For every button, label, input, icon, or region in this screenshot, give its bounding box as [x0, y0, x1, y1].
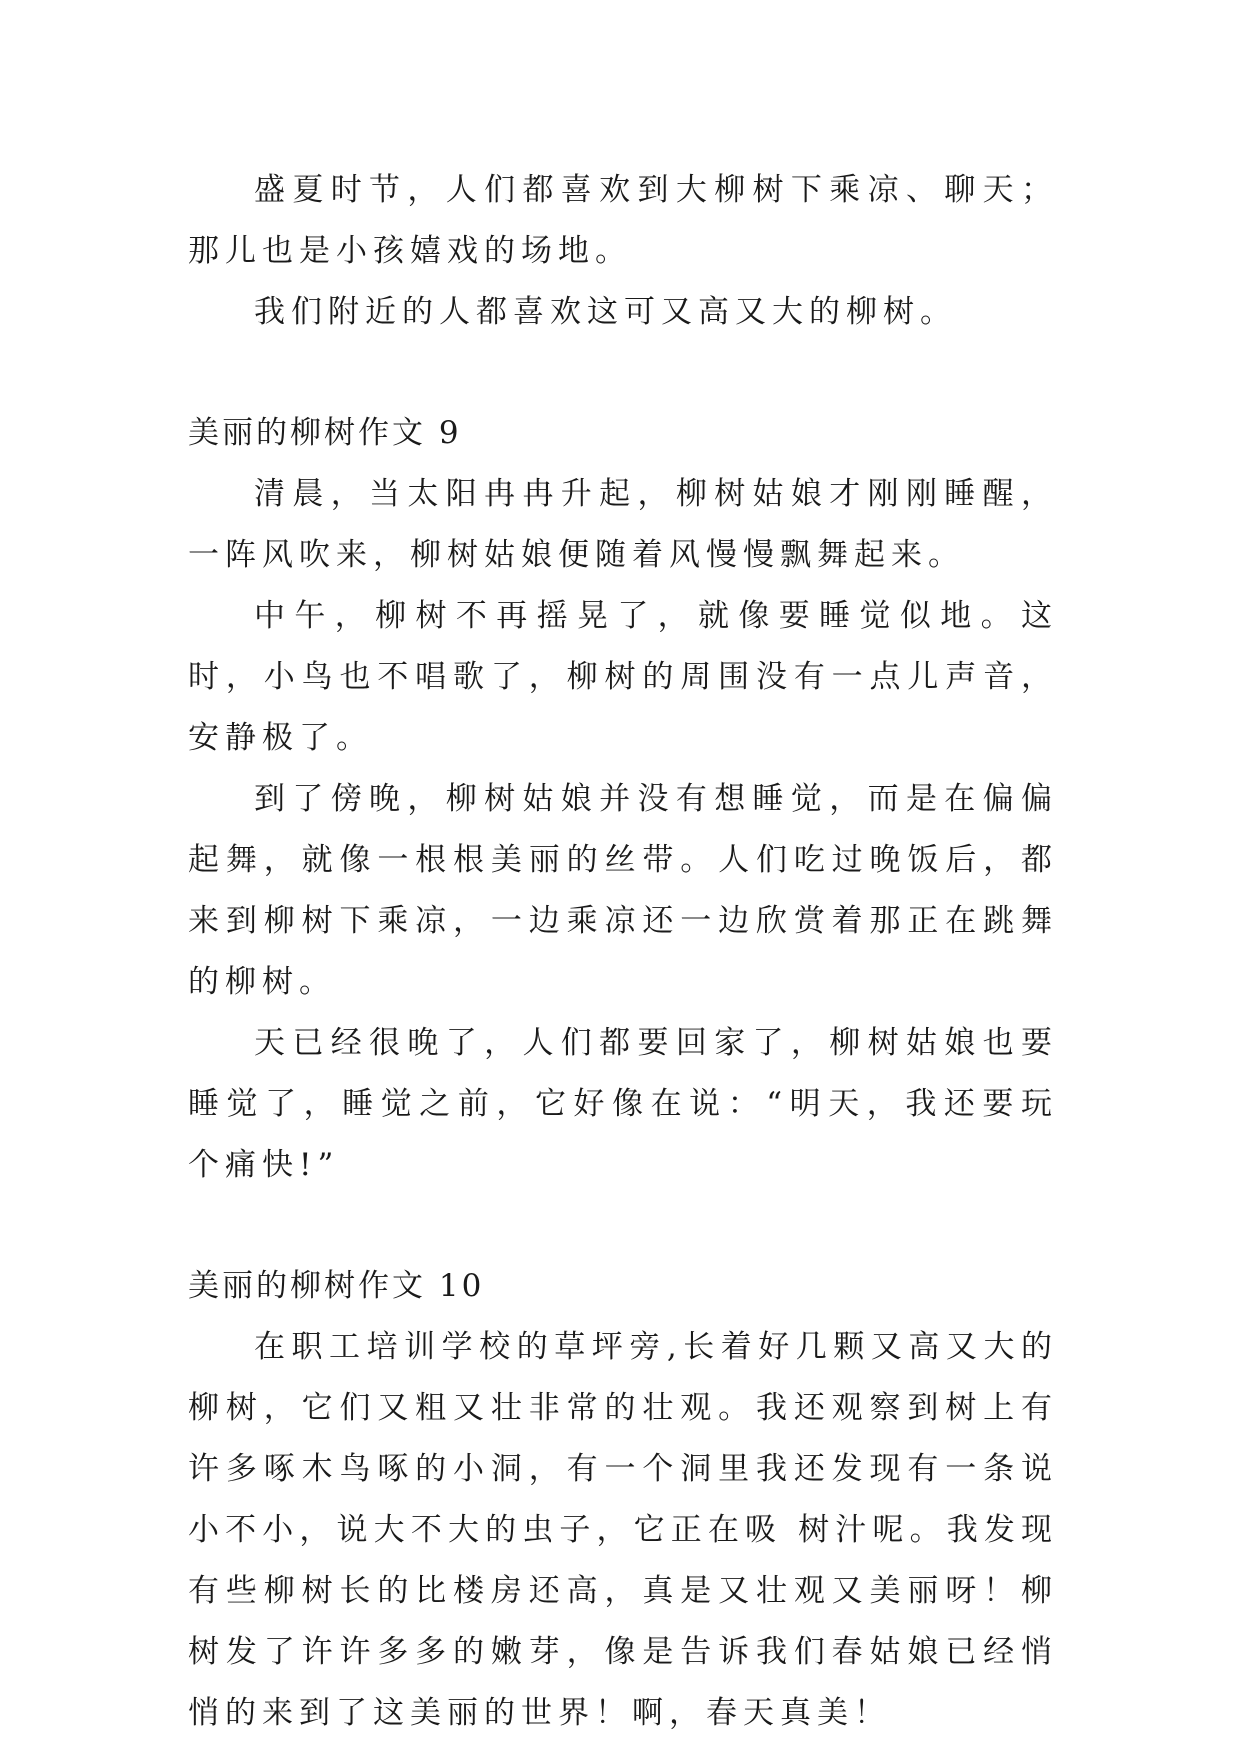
paragraph: 到了傍晚，柳树姑娘并没有想睡觉，而是在偏偏起舞，就像一根根美丽的丝带。人们吃过晚饭后，都来到柳树下乘凉，一边乘凉还一边欣赏着那正在跳舞的柳树。 — [188, 781, 1058, 1000]
paragraph: 我们附近的人都喜欢这可又高又大的柳树。 — [254, 294, 957, 330]
paragraph: 清晨，当太阳冉冉升起，柳树姑娘才刚刚睡醒，一阵风吹来，柳树姑娘便随着风慢慢飘舞起来。 — [188, 476, 1058, 573]
paragraph: 盛夏时节，人们都喜欢到大柳树下乘凉、聊天；那儿也是小孩嬉戏的场地。 — [188, 172, 1058, 269]
paragraph: 中午，柳树不再摇晃了，就像要睡觉似地。这时，小鸟也不唱歌了，柳树的周围没有一点儿声音，安静极了。 — [188, 598, 1058, 756]
paragraph: 天已经很晚了，人们都要回家了，柳树姑娘也要睡觉了，睡觉之前，它好像在说：“明天，我还要玩个痛快!” — [188, 1025, 1058, 1183]
paragraph: 在职工培训学校的草坪旁,长着好几颗又高又大的柳树，它们又粗又壮非常的壮观。我还观察到树上有许多啄木鸟啄的小洞，有一个洞里我还发现有一条说小不小，说大不大的虫子，它正在吸 树汁呢。我发现有些柳树长的比楼房还高，真是又壮观又美丽呀！柳树发了许许多多的嫩芽，像是告诉我们春姑娘已经悄悄的来到了这美丽的世界！啊，春天真美！ — [188, 1329, 1058, 1731]
essay-title: 美丽的柳树作文 9 — [188, 415, 462, 451]
essay-title: 美丽的柳树作文 10 — [188, 1268, 485, 1304]
document-body — [188, 160, 1058, 1744]
